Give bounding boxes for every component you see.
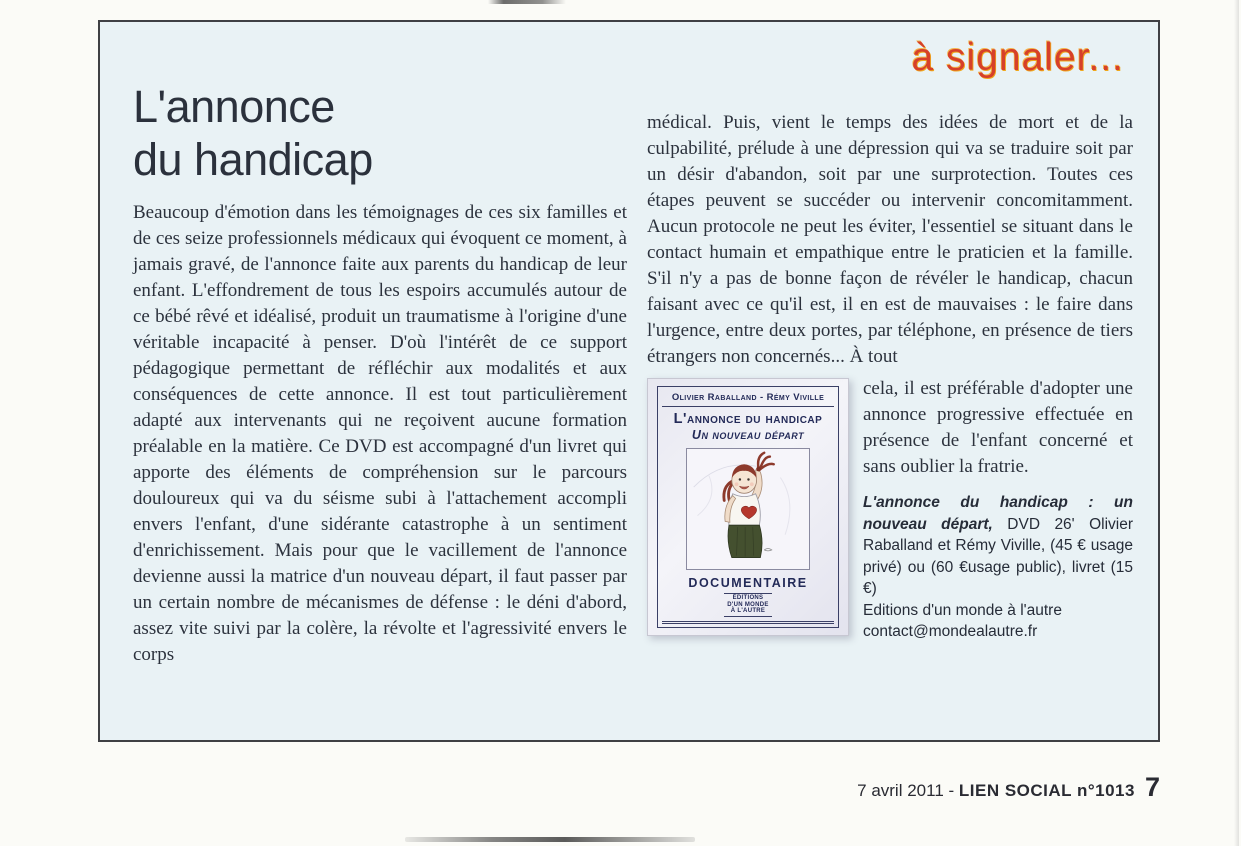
article-title [133,80,373,186]
footer-magazine-name: LIEN SOCIAL n°1013 [958,781,1135,800]
footer-date: 7 avril 2011 - [857,781,959,800]
dvd-publisher-line3: À L'AUTRE [730,608,766,614]
dvd-bottom-rule [662,621,834,624]
dvd-caption-title: L'annonce du handicap : un nouveau départ, [863,494,1133,533]
footer-page-number: 7 [1144,772,1160,802]
girl-drawing-icon [687,449,809,569]
dvd-genre-label: DOCUMENTAIRE [688,576,808,590]
article-column-left: Beaucoup d'émotion dans les témoignages de ces six familles et de ces seize professionnels médicaux qui évoquent ce moment, à jamais gravé, de l'annonce faite aux parents du handicap de leur enfant. L'effondrement de tous les espoirs accumulés autour de ce bébé rêvé et idéalisé, produit un traumatisme à l'origine d'une véritable incapacité à penser. D'où l'intérêt de ce support pédagogique permettant de réfléchir aux modalités et aux conséquences de cette annonce. Il est tout particulièrement adapté aux intervenants qui ne reçoivent aucune formation préalable en la matière. Ce DVD est accompagné d'un livret qui apporte des éléments de compréhension sur le parcours douloureux qui va du séisme subi à l'attachement accompli envers l'enfant, d'une sidérante catastrophe à un sentiment d'enrichissement. Mais pour que le vacillement de l'annonce devienne aussi la matrice d'un nouveau départ, il faut passer par un certain nombre de mécanismes de défense : le déni d'abord, assez vite suivi par la colère, la révolte et l'agressivité envers le corps [133,202,627,665]
dvd-wrap-section [647,376,1133,643]
dvd-caption-email: contact@mondealautre.fr [863,623,1038,640]
dvd-caption-details: DVD 26' Olivier Raballand et Rémy Viville, (45 € usage privé) ou (60 €usage public), livret (15 €) [863,515,1133,597]
right-column-wrap-paragraph: cela, il est préférable d'adopter une annonce progressive effectuée en présence de l'enfant concerné et sans oublier la fratrie. [863,378,1133,477]
article-title-line2: du handicap [133,134,373,185]
page-footer [857,772,1160,803]
dvd-title: L'annonce du handicap [673,411,823,427]
scan-artifact-bottom [405,837,695,842]
dvd-girl-illustration [686,448,810,570]
article-column-right [647,110,1133,643]
scan-artifact-top [488,0,566,4]
dvd-publisher-line2: D'UN MONDE [727,601,769,608]
dvd-caption-publisher: Editions d'un monde à l'autre [863,601,1062,619]
dvd-authors: Olivier Raballand - Rémy Viville [671,392,825,403]
dvd-divider-rule [662,406,834,407]
dvd-cover [647,378,849,636]
magazine-page-panel [98,20,1160,742]
right-column-paragraph: médical. Puis, vient le temps des idées de mort et de la culpabilité, prélude à une dépression qui va se traduire soit par un désir d'abandon, soit par une surprotection. Toutes ces étapes peuvent se succéder ou intervenir concomitamment. Aucun protocole ne peut les éviter, l'essentiel se situant dans le contact humain et empathique entre le praticien et la famille. S'il n'y a pas de bonne façon de révéler le handicap, chacun faisant avec ce qu'il est, il en est de mauvaises : le faire dans l'urgence, entre deux portes, par téléphone, en présence de tiers étrangers non concernés... À tout [647,112,1133,367]
dvd-publisher-logo [724,593,771,617]
section-kicker: à signaler... [911,36,1124,79]
dvd-cover-frame [657,386,839,628]
article-title-line1: L'annonce [133,81,335,132]
dvd-publisher-line1: ÉDITIONS [732,595,764,601]
scan-artifact-right-edge [1234,0,1239,846]
dvd-subtitle: Un nouveau départ [691,428,805,442]
